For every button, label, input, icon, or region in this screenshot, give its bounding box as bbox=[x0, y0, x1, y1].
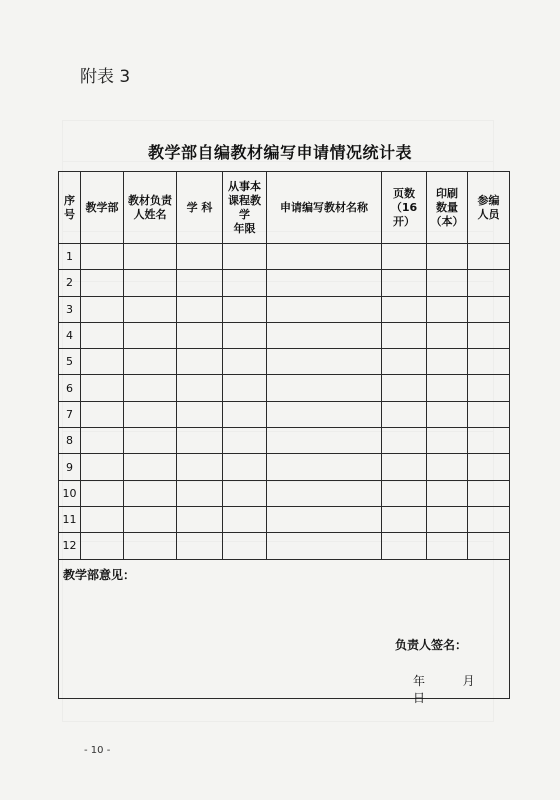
empty-cell[interactable] bbox=[223, 375, 267, 401]
empty-cell[interactable] bbox=[267, 506, 382, 532]
empty-cell[interactable] bbox=[267, 375, 382, 401]
empty-cell[interactable] bbox=[267, 454, 382, 480]
header-cell: 申请编写教材名称 bbox=[267, 172, 382, 244]
empty-cell[interactable] bbox=[81, 349, 124, 375]
empty-cell[interactable] bbox=[81, 296, 124, 322]
date-month: 月 bbox=[462, 673, 475, 688]
empty-cell[interactable] bbox=[427, 375, 468, 401]
page-number: - 10 - bbox=[84, 745, 111, 756]
empty-cell[interactable] bbox=[177, 506, 223, 532]
empty-cell[interactable] bbox=[223, 349, 267, 375]
empty-cell[interactable] bbox=[427, 322, 468, 348]
table-row bbox=[59, 480, 510, 506]
date-year: 年 bbox=[413, 673, 426, 688]
empty-cell[interactable] bbox=[382, 244, 427, 270]
empty-cell[interactable] bbox=[124, 322, 177, 348]
table-row bbox=[59, 296, 510, 322]
empty-cell[interactable] bbox=[81, 244, 124, 270]
empty-cell[interactable] bbox=[427, 428, 468, 454]
empty-cell[interactable] bbox=[223, 454, 267, 480]
empty-cell[interactable] bbox=[124, 375, 177, 401]
empty-cell[interactable] bbox=[124, 349, 177, 375]
empty-cell[interactable] bbox=[468, 349, 510, 375]
empty-cell[interactable] bbox=[427, 296, 468, 322]
empty-cell[interactable] bbox=[81, 401, 124, 427]
empty-cell[interactable] bbox=[81, 506, 124, 532]
empty-cell[interactable] bbox=[468, 401, 510, 427]
signature-label: 负责人签名： bbox=[395, 637, 468, 652]
row-number: 11 bbox=[59, 506, 81, 532]
empty-cell[interactable] bbox=[124, 270, 177, 296]
empty-cell[interactable] bbox=[81, 375, 124, 401]
empty-cell[interactable] bbox=[81, 533, 124, 559]
header-cell: 教材负责 人姓名 bbox=[124, 172, 177, 244]
empty-cell[interactable] bbox=[267, 296, 382, 322]
empty-cell[interactable] bbox=[468, 244, 510, 270]
row-number: 3 bbox=[59, 296, 81, 322]
empty-cell[interactable] bbox=[382, 533, 427, 559]
row-number: 10 bbox=[59, 480, 81, 506]
row-number: 5 bbox=[59, 349, 81, 375]
empty-cell[interactable] bbox=[124, 480, 177, 506]
empty-cell[interactable] bbox=[267, 533, 382, 559]
empty-cell[interactable] bbox=[427, 401, 468, 427]
empty-cell[interactable] bbox=[124, 506, 177, 532]
date-line bbox=[413, 672, 509, 706]
empty-cell[interactable] bbox=[177, 428, 223, 454]
table-row bbox=[59, 270, 510, 296]
empty-cell[interactable] bbox=[223, 480, 267, 506]
row-number: 6 bbox=[59, 375, 81, 401]
empty-cell[interactable] bbox=[382, 349, 427, 375]
empty-cell[interactable] bbox=[382, 270, 427, 296]
empty-cell[interactable] bbox=[223, 506, 267, 532]
empty-cell[interactable] bbox=[124, 401, 177, 427]
table-row bbox=[59, 533, 510, 559]
empty-cell[interactable] bbox=[468, 322, 510, 348]
empty-cell[interactable] bbox=[223, 322, 267, 348]
opinion-cell bbox=[59, 559, 510, 705]
attachment-label: 附表 3 bbox=[80, 67, 131, 87]
empty-cell[interactable] bbox=[223, 296, 267, 322]
empty-cell[interactable] bbox=[223, 533, 267, 559]
empty-cell[interactable] bbox=[382, 480, 427, 506]
empty-cell[interactable] bbox=[468, 454, 510, 480]
empty-cell[interactable] bbox=[427, 244, 468, 270]
row-number: 2 bbox=[59, 270, 81, 296]
empty-cell[interactable] bbox=[177, 322, 223, 348]
empty-cell[interactable] bbox=[177, 401, 223, 427]
empty-cell[interactable] bbox=[267, 428, 382, 454]
table-row bbox=[59, 244, 510, 270]
empty-cell[interactable] bbox=[427, 480, 468, 506]
empty-cell[interactable] bbox=[81, 428, 124, 454]
empty-cell[interactable] bbox=[427, 454, 468, 480]
empty-cell[interactable] bbox=[468, 506, 510, 532]
row-number: 9 bbox=[59, 454, 81, 480]
empty-cell[interactable] bbox=[177, 375, 223, 401]
empty-cell[interactable] bbox=[177, 533, 223, 559]
header-cell: 参编 人员 bbox=[468, 172, 510, 244]
empty-cell[interactable] bbox=[223, 270, 267, 296]
empty-cell[interactable] bbox=[267, 244, 382, 270]
table-row bbox=[59, 349, 510, 375]
empty-cell[interactable] bbox=[267, 322, 382, 348]
empty-cell[interactable] bbox=[177, 270, 223, 296]
empty-cell[interactable] bbox=[177, 454, 223, 480]
empty-cell[interactable] bbox=[468, 375, 510, 401]
empty-cell[interactable] bbox=[468, 428, 510, 454]
empty-cell[interactable] bbox=[177, 244, 223, 270]
empty-cell[interactable] bbox=[267, 270, 382, 296]
empty-cell[interactable] bbox=[223, 244, 267, 270]
empty-cell[interactable] bbox=[382, 454, 427, 480]
table-row bbox=[59, 454, 510, 480]
empty-cell[interactable] bbox=[427, 349, 468, 375]
empty-cell[interactable] bbox=[427, 506, 468, 532]
empty-cell[interactable] bbox=[468, 533, 510, 559]
empty-cell[interactable] bbox=[468, 480, 510, 506]
table-row bbox=[59, 375, 510, 401]
empty-cell[interactable] bbox=[81, 454, 124, 480]
empty-cell[interactable] bbox=[382, 506, 427, 532]
empty-cell[interactable] bbox=[81, 480, 124, 506]
empty-cell[interactable] bbox=[267, 349, 382, 375]
header-cell: 从事本 课程教 学 年限 bbox=[223, 172, 267, 244]
header-cell: 印刷 数量 （本） bbox=[427, 172, 468, 244]
header-cell: 页数 （16 开） bbox=[382, 172, 427, 244]
empty-cell[interactable] bbox=[382, 296, 427, 322]
table-row bbox=[59, 401, 510, 427]
header-cell: 教学部 bbox=[81, 172, 124, 244]
empty-cell[interactable] bbox=[468, 296, 510, 322]
empty-cell[interactable] bbox=[124, 428, 177, 454]
table-header-row bbox=[59, 172, 510, 244]
empty-cell[interactable] bbox=[382, 401, 427, 427]
empty-cell[interactable] bbox=[124, 244, 177, 270]
header-cell: 序 号 bbox=[59, 172, 81, 244]
table-row bbox=[59, 428, 510, 454]
opinion-label: 教学部意见： bbox=[63, 567, 136, 582]
table-row bbox=[59, 322, 510, 348]
empty-cell[interactable] bbox=[124, 296, 177, 322]
empty-cell[interactable] bbox=[267, 401, 382, 427]
empty-cell[interactable] bbox=[382, 375, 427, 401]
row-number: 1 bbox=[59, 244, 81, 270]
empty-cell[interactable] bbox=[124, 533, 177, 559]
table-row bbox=[59, 506, 510, 532]
empty-cell[interactable] bbox=[81, 322, 124, 348]
row-number: 12 bbox=[59, 533, 81, 559]
empty-cell[interactable] bbox=[177, 480, 223, 506]
empty-cell[interactable] bbox=[223, 428, 267, 454]
row-number: 8 bbox=[59, 428, 81, 454]
empty-cell[interactable] bbox=[427, 533, 468, 559]
empty-cell[interactable] bbox=[223, 401, 267, 427]
empty-cell[interactable] bbox=[81, 270, 124, 296]
empty-cell[interactable] bbox=[177, 349, 223, 375]
empty-cell[interactable] bbox=[177, 296, 223, 322]
header-cell: 学 科 bbox=[177, 172, 223, 244]
statistics-table bbox=[58, 171, 510, 705]
empty-cell[interactable] bbox=[124, 454, 177, 480]
empty-cell[interactable] bbox=[427, 270, 468, 296]
row-number: 4 bbox=[59, 322, 81, 348]
row-number: 7 bbox=[59, 401, 81, 427]
date-day: 日 bbox=[413, 690, 426, 705]
empty-cell[interactable] bbox=[267, 480, 382, 506]
empty-cell[interactable] bbox=[382, 322, 427, 348]
empty-cell[interactable] bbox=[382, 428, 427, 454]
page-title: 教学部自编教材编写申请情况统计表 bbox=[147, 143, 412, 162]
empty-cell[interactable] bbox=[468, 270, 510, 296]
